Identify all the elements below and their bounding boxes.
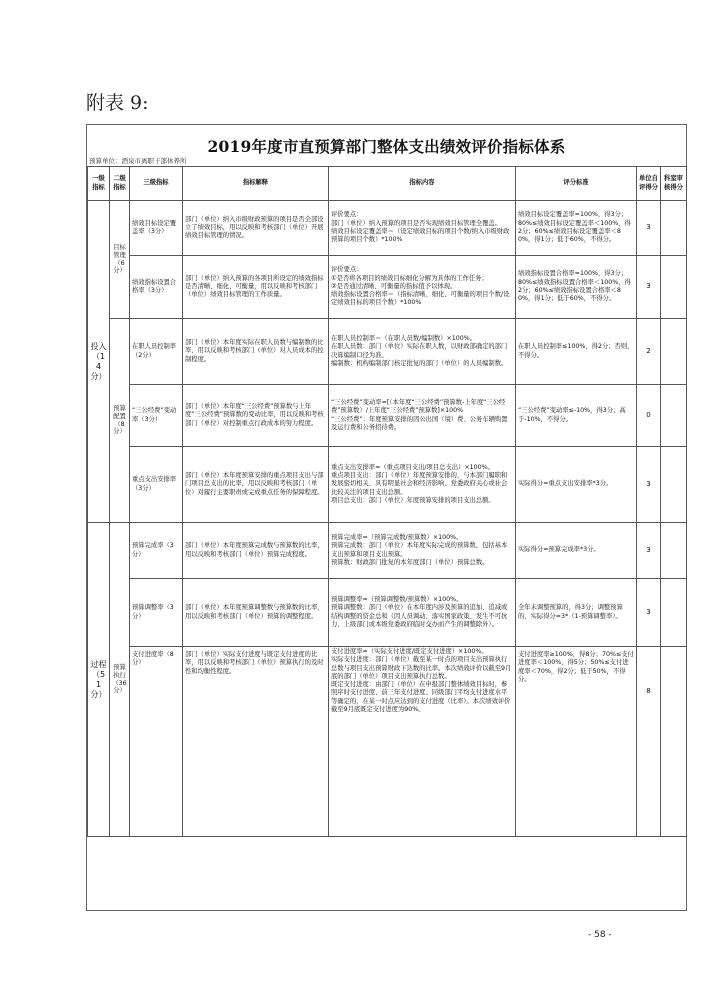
review-score-cell — [661, 447, 687, 523]
level3-cell: 重点支出安排率（3分） — [130, 447, 183, 523]
content-cell: 在职人员控制率＝（在职人员数/编制数）×100%。 在职人员数：部门（单位）实际在职人数，以财政部确定的部门决算编制口径为准。 编制数：机构编制部门核定批复的部门（单位）的人员编制数。 — [329, 319, 516, 385]
header-content: 指标内容 — [329, 167, 516, 201]
review-score-cell — [661, 385, 687, 447]
self-score-cell: 3 — [637, 523, 661, 579]
standard-cell: 实际得分=预算完成率*3分。 — [516, 523, 637, 579]
level3-cell: 预算调整率（3分） — [130, 579, 183, 647]
level3-cell: “三公经费”变动率（3分） — [130, 385, 183, 447]
section-input: 投入（14分） — [88, 201, 110, 523]
explain-cell: 部门（单位）本年度预算调整数与预算数的比率，用以反映和考核部门（单位）预算的调整程度。 — [183, 579, 329, 647]
self-score-cell: 3 — [637, 579, 661, 647]
header-level2: 二级指标 — [110, 167, 130, 201]
section-process: 过程（51分） — [88, 523, 110, 837]
review-score-cell — [661, 319, 687, 385]
level3-cell: 绩效指标设置合格率（3分） — [130, 256, 183, 319]
explain-cell: 部门（单位）本年度预算安排的重点项目支出与部门项目总支出的比率，用以反映和考核部门（单位）对履行主要职责或完成重点任务的保障程度。 — [183, 447, 329, 523]
standard-cell: 在职人员控制率≤100%，得2分；否则，不得分。 — [516, 319, 637, 385]
table-title: 2019年度市直预算部门整体支出绩效评价指标体系 — [207, 137, 566, 156]
header-level1: 一级指标 — [88, 167, 110, 201]
header-self-score: 单位自评得分 — [637, 167, 661, 201]
content-cell: 支付进度率=（实际支付进度/既定支付进度）×100%。 实际支付进度：部门（单位）截至某一时点的项目支出预算执行总数与项目支出预算财政下达数的比率。本次绩效评价以截至9月底的部门（单位）项目支出预算执行总数。 既定支付进度：由部门（单位）在申报部门整体绩效目标时，参照序时支付进度、前三年支付进度、同级部门平均支付进度水平等确定的，在某一时点应达到的支付进度（比率）。本次绩效评价截至9月底既定支付进度为90%。 — [329, 647, 516, 837]
table-row — [88, 201, 687, 256]
table-row — [88, 256, 687, 319]
group-budget-allocation: 预算配置（8分） — [110, 319, 130, 523]
table-row — [88, 647, 687, 837]
header-explain: 指标解释 — [183, 167, 329, 201]
self-score-cell: 0 — [637, 385, 661, 447]
explain-cell: 部门（单位）纳入预算的各项目所设定的绩效指标是否清晰、细化、可衡量，用以反映和考核部门（单位）绩效目标管理的工作质量。 — [183, 256, 329, 319]
content-cell: “三公经费”变动率=[（本年度“三公经费”预算数-上年度“三公经费”预算数）/上年度“三公经费”预算数]×100% “三公经费”：年度预算安排的因公出国（境）费、公务车辆购置及运行费和公务招待费。 — [329, 385, 516, 447]
table-row — [88, 523, 687, 579]
evaluation-table-frame — [86, 124, 687, 911]
level3-cell: 绩效目标设定覆盖率（3分） — [130, 201, 183, 256]
explain-cell: 部门（单位）实际支付进度与既定支付进度的比率，用以反映和考核部门（单位）预算执行的及时性和均衡性程度。 — [183, 647, 329, 837]
content-cell: 预算调整率=（预算调整数/预算数）×100%。 预算调整数：部门（单位）在本年度内涉及预算的追加、追减或结构调整的资金总和（因人员调动、落实国家政策、发生不可抗力、上级部门或本级党委政府临时交办而产生的调整除外）。 — [329, 579, 516, 647]
standard-cell: 支付进度率≥100%，得8分；70%≤支付进度率＜100%，得5分；50%≤支付进度率＜70%，得2分；低于50%，不得分。 — [516, 647, 637, 837]
self-score-cell: 3 — [637, 201, 661, 256]
explain-cell: 部门（单位）本年度“三公经费”预算数与上年度“三公经费”预算数的变动比率，用以反映和考核部门（单位）对控制重点行政成本的努力程度。 — [183, 385, 329, 447]
indicator-table — [87, 166, 687, 837]
content-cell: 评价要点： ①是否将各项目的绩效目标细化分解为具体的工作任务； ②是否通过清晰、可衡量的指标值予以体现。 绩效指标设置合格率＝（指标清晰、细化、可衡量的项目个数/设定绩效目标的项目个数）*100% — [329, 256, 516, 319]
content-cell: 评价要点： 部门（单位）纳入预算的项目是否实现绩效目标管理全覆盖。 绩效目标设定覆盖率＝（设定绩效目标的项目个数/纳入市级财政预算的项目个数）*100% — [329, 201, 516, 256]
standard-cell: 全年未调整预算的，得3分；调整预算的，实际得分=3*（1-预算调整率）。 — [516, 579, 637, 647]
level3-cell: 支付进度率（8分） — [130, 647, 183, 837]
content-cell: 预算完成率=（预算完成数/预算数）×100%。 预算完成数：部门（单位）本年度实际完成的预算数，包括基本支出预算和项目支出预算。 预算数：财政部门批复的本年度部门（单位）预算总数。 — [329, 523, 516, 579]
review-score-cell — [661, 256, 687, 319]
standard-cell: 实际得分=重点支出安排率*3分。 — [516, 447, 637, 523]
explain-cell: 部门（单位）本年度预算完成数与预算数的比率，用以反映和考核部门（单位）预算完成程度。 — [183, 523, 329, 579]
header-review-score: 科室审核得分 — [661, 167, 687, 201]
self-score-cell: 3 — [637, 447, 661, 523]
self-score-cell: 2 — [637, 319, 661, 385]
self-score-cell: 3 — [637, 256, 661, 319]
group-target-management: 目标管理（6分） — [110, 201, 130, 319]
header-standard: 评分标准 — [516, 167, 637, 201]
budget-unit-label: 预算单位：酒泉市离职干部休养所 — [89, 157, 187, 165]
header-row — [88, 167, 687, 201]
review-score-cell — [661, 647, 687, 837]
table-row — [88, 579, 687, 647]
content-cell: 重点支出安排率=（重点项目支出/项目总支出）×100%。 重点项目支出：部门（单位）年度预算安排的，与本部门履职和发展密切相关、具有明显社会和经济影响、党委政府关心或社会比较关注的项目支出总额。 项目总支出：部门（单位）年度预算安排的项目支出总额。 — [329, 447, 516, 523]
group-budget-execution: 预算执行（36分） — [110, 523, 130, 837]
standard-cell: 绩效目标设定覆盖率=100%，得3分； 80%≤绩效目标设定覆盖率＜100%，得2分；60%≤绩效目标设定覆盖率＜80%，得1分；低于60%，不得分。 — [516, 201, 637, 256]
table-row — [88, 447, 687, 523]
level3-cell: 预算完成率（3分） — [130, 523, 183, 579]
table-row — [88, 385, 687, 447]
standard-cell: 绩效指标设置合格率=100%，得3分； 80%≤绩效指标设置合格率＜100%，得2分；60%≤绩效指标设置合格率＜80%，得1分；低于60%，不得分。 — [516, 256, 637, 319]
table-row — [88, 319, 687, 385]
header-level3: 三级指标 — [130, 167, 183, 201]
explain-cell: 部门（单位）本年度实际在职人员数与编制数的比率，用以反映和考核部门（单位）对人员成本的控制程度。 — [183, 319, 329, 385]
explain-cell: 部门（单位）纳入市级财政预算的项目是否全部设立了绩效目标，用以反映和考核部门（单位）开展绩效目标管理的情况。 — [183, 201, 329, 256]
page-number: - 58 - — [588, 930, 612, 940]
review-score-cell — [661, 523, 687, 579]
self-score-cell: 8 — [637, 647, 661, 837]
level3-cell: 在职人员控制率（2分） — [130, 319, 183, 385]
attachment-label: 附表 9: — [86, 92, 149, 114]
review-score-cell — [661, 201, 687, 256]
review-score-cell — [661, 579, 687, 647]
standard-cell: “三公经费”变动率≤-10%，得3分；高于-10%，不得分。 — [516, 385, 637, 447]
